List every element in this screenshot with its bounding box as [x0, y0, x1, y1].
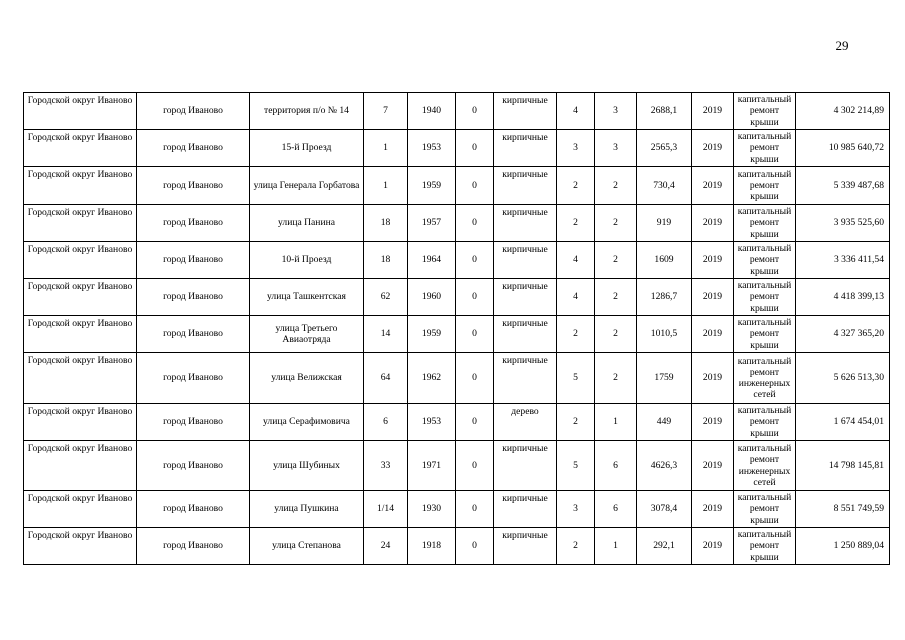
- street-cell: 10-й Проезд: [250, 242, 364, 279]
- house-number-cell: 33: [364, 441, 408, 491]
- year-built-cell: 1971: [408, 441, 456, 491]
- work-type-cell: капитальный ремонт крыши: [734, 316, 796, 353]
- wall-material-cell: кирпичные: [494, 242, 557, 279]
- street-cell: территория п/о № 14: [250, 93, 364, 130]
- zero-value-cell: 0: [456, 93, 494, 130]
- year-built-cell: 1953: [408, 404, 456, 441]
- district-cell: Городской округ Иваново: [24, 167, 137, 205]
- zero-value-cell: 0: [456, 167, 494, 205]
- wall-material-cell: кирпичные: [494, 491, 557, 528]
- floors-cell: 5: [557, 353, 595, 404]
- wall-material-cell: кирпичные: [494, 353, 557, 404]
- wall-material-cell: кирпичные: [494, 441, 557, 491]
- zero-value-cell: 0: [456, 528, 494, 565]
- cost-cell: 14 798 145,81: [796, 441, 890, 491]
- house-number-cell: 18: [364, 205, 408, 242]
- district-cell: Городской округ Иваново: [24, 130, 137, 167]
- district-cell: Городской округ Иваново: [24, 316, 137, 353]
- year-built-cell: 1960: [408, 279, 456, 316]
- cost-cell: 3 935 525,60: [796, 205, 890, 242]
- zero-value-cell: 0: [456, 441, 494, 491]
- city-cell: город Иваново: [137, 316, 250, 353]
- work-type-cell: капитальный ремонт крыши: [734, 528, 796, 565]
- district-cell: Городской округ Иваново: [24, 279, 137, 316]
- street-cell: улица Генерала Горбатова: [250, 167, 364, 205]
- area-cell: 1759: [637, 353, 692, 404]
- city-cell: город Иваново: [137, 93, 250, 130]
- wall-material-cell: кирпичные: [494, 279, 557, 316]
- year-built-cell: 1918: [408, 528, 456, 565]
- table-body: [24, 93, 890, 565]
- street-cell: улица Шубиных: [250, 441, 364, 491]
- city-cell: город Иваново: [137, 205, 250, 242]
- entrances-cell: 2: [595, 316, 637, 353]
- wall-material-cell: кирпичные: [494, 316, 557, 353]
- district-cell: Городской округ Иваново: [24, 404, 137, 441]
- table-row: [24, 491, 890, 528]
- house-number-cell: 1/14: [364, 491, 408, 528]
- floors-cell: 4: [557, 242, 595, 279]
- table-row: [24, 242, 890, 279]
- zero-value-cell: 0: [456, 404, 494, 441]
- zero-value-cell: 0: [456, 205, 494, 242]
- table-row: [24, 130, 890, 167]
- housing-repair-table: [23, 92, 890, 565]
- plan-year-cell: 2019: [692, 528, 734, 565]
- area-cell: 919: [637, 205, 692, 242]
- work-type-cell: капитальный ремонт инженерных сетей: [734, 441, 796, 491]
- table-row: [24, 404, 890, 441]
- cost-cell: 1 674 454,01: [796, 404, 890, 441]
- plan-year-cell: 2019: [692, 491, 734, 528]
- area-cell: 1286,7: [637, 279, 692, 316]
- district-cell: Городской округ Иваново: [24, 205, 137, 242]
- floors-cell: 2: [557, 404, 595, 441]
- city-cell: город Иваново: [137, 279, 250, 316]
- house-number-cell: 7: [364, 93, 408, 130]
- area-cell: 2565,3: [637, 130, 692, 167]
- city-cell: город Иваново: [137, 353, 250, 404]
- work-type-cell: капитальный ремонт крыши: [734, 93, 796, 130]
- city-cell: город Иваново: [137, 242, 250, 279]
- entrances-cell: 6: [595, 441, 637, 491]
- zero-value-cell: 0: [456, 279, 494, 316]
- entrances-cell: 3: [595, 93, 637, 130]
- entrances-cell: 1: [595, 404, 637, 441]
- plan-year-cell: 2019: [692, 279, 734, 316]
- street-cell: улица Велижская: [250, 353, 364, 404]
- plan-year-cell: 2019: [692, 404, 734, 441]
- entrances-cell: 6: [595, 491, 637, 528]
- year-built-cell: 1964: [408, 242, 456, 279]
- plan-year-cell: 2019: [692, 93, 734, 130]
- table-row: [24, 279, 890, 316]
- year-built-cell: 1953: [408, 130, 456, 167]
- wall-material-cell: кирпичные: [494, 130, 557, 167]
- work-type-cell: капитальный ремонт крыши: [734, 279, 796, 316]
- area-cell: 2688,1: [637, 93, 692, 130]
- area-cell: 730,4: [637, 167, 692, 205]
- table-row: [24, 205, 890, 242]
- cost-cell: 8 551 749,59: [796, 491, 890, 528]
- cost-cell: 5 626 513,30: [796, 353, 890, 404]
- table-row: [24, 93, 890, 130]
- floors-cell: 4: [557, 93, 595, 130]
- work-type-cell: капитальный ремонт крыши: [734, 205, 796, 242]
- floors-cell: 2: [557, 205, 595, 242]
- plan-year-cell: 2019: [692, 205, 734, 242]
- district-cell: Городской округ Иваново: [24, 491, 137, 528]
- cost-cell: 4 418 399,13: [796, 279, 890, 316]
- work-type-cell: капитальный ремонт крыши: [734, 167, 796, 205]
- entrances-cell: 2: [595, 279, 637, 316]
- wall-material-cell: кирпичные: [494, 528, 557, 565]
- city-cell: город Иваново: [137, 167, 250, 205]
- area-cell: 4626,3: [637, 441, 692, 491]
- zero-value-cell: 0: [456, 316, 494, 353]
- year-built-cell: 1940: [408, 93, 456, 130]
- work-type-cell: капитальный ремонт инженерных сетей: [734, 353, 796, 404]
- plan-year-cell: 2019: [692, 242, 734, 279]
- year-built-cell: 1962: [408, 353, 456, 404]
- floors-cell: 5: [557, 441, 595, 491]
- floors-cell: 2: [557, 528, 595, 565]
- floors-cell: 3: [557, 130, 595, 167]
- house-number-cell: 64: [364, 353, 408, 404]
- district-cell: Городской округ Иваново: [24, 242, 137, 279]
- page-number: 29: [835, 38, 849, 53]
- area-cell: 449: [637, 404, 692, 441]
- floors-cell: 3: [557, 491, 595, 528]
- year-built-cell: 1930: [408, 491, 456, 528]
- city-cell: город Иваново: [137, 404, 250, 441]
- zero-value-cell: 0: [456, 491, 494, 528]
- entrances-cell: 3: [595, 130, 637, 167]
- floors-cell: 4: [557, 279, 595, 316]
- cost-cell: 4 327 365,20: [796, 316, 890, 353]
- entrances-cell: 2: [595, 167, 637, 205]
- wall-material-cell: дерево: [494, 404, 557, 441]
- street-cell: улица Третьего Авиаотряда: [250, 316, 364, 353]
- cost-cell: 3 336 411,54: [796, 242, 890, 279]
- work-type-cell: капитальный ремонт крыши: [734, 404, 796, 441]
- plan-year-cell: 2019: [692, 441, 734, 491]
- table-row: [24, 528, 890, 565]
- house-number-cell: 24: [364, 528, 408, 565]
- table-row: [24, 167, 890, 205]
- floors-cell: 2: [557, 316, 595, 353]
- year-built-cell: 1957: [408, 205, 456, 242]
- work-type-cell: капитальный ремонт крыши: [734, 130, 796, 167]
- area-cell: 1010,5: [637, 316, 692, 353]
- entrances-cell: 1: [595, 528, 637, 565]
- area-cell: 1609: [637, 242, 692, 279]
- plan-year-cell: 2019: [692, 316, 734, 353]
- wall-material-cell: кирпичные: [494, 167, 557, 205]
- table-row: [24, 353, 890, 404]
- entrances-cell: 2: [595, 353, 637, 404]
- street-cell: улица Панина: [250, 205, 364, 242]
- city-cell: город Иваново: [137, 130, 250, 167]
- cost-cell: 10 985 640,72: [796, 130, 890, 167]
- plan-year-cell: 2019: [692, 167, 734, 205]
- street-cell: улица Ташкентская: [250, 279, 364, 316]
- wall-material-cell: кирпичные: [494, 93, 557, 130]
- district-cell: Городской округ Иваново: [24, 93, 137, 130]
- zero-value-cell: 0: [456, 353, 494, 404]
- city-cell: город Иваново: [137, 441, 250, 491]
- work-type-cell: капитальный ремонт крыши: [734, 242, 796, 279]
- entrances-cell: 2: [595, 205, 637, 242]
- floors-cell: 2: [557, 167, 595, 205]
- entrances-cell: 2: [595, 242, 637, 279]
- street-cell: улица Серафимовича: [250, 404, 364, 441]
- area-cell: 3078,4: [637, 491, 692, 528]
- street-cell: улица Пушкина: [250, 491, 364, 528]
- cost-cell: 4 302 214,89: [796, 93, 890, 130]
- table-row: [24, 316, 890, 353]
- zero-value-cell: 0: [456, 130, 494, 167]
- house-number-cell: 1: [364, 167, 408, 205]
- cost-cell: 5 339 487,68: [796, 167, 890, 205]
- house-number-cell: 1: [364, 130, 408, 167]
- district-cell: Городской округ Иваново: [24, 528, 137, 565]
- plan-year-cell: 2019: [692, 130, 734, 167]
- zero-value-cell: 0: [456, 242, 494, 279]
- street-cell: 15-й Проезд: [250, 130, 364, 167]
- year-built-cell: 1959: [408, 167, 456, 205]
- street-cell: улица Степанова: [250, 528, 364, 565]
- city-cell: город Иваново: [137, 528, 250, 565]
- year-built-cell: 1959: [408, 316, 456, 353]
- house-number-cell: 62: [364, 279, 408, 316]
- cost-cell: 1 250 889,04: [796, 528, 890, 565]
- house-number-cell: 14: [364, 316, 408, 353]
- district-cell: Городской округ Иваново: [24, 441, 137, 491]
- city-cell: город Иваново: [137, 491, 250, 528]
- house-number-cell: 6: [364, 404, 408, 441]
- plan-year-cell: 2019: [692, 353, 734, 404]
- table-row: [24, 441, 890, 491]
- wall-material-cell: кирпичные: [494, 205, 557, 242]
- area-cell: 292,1: [637, 528, 692, 565]
- work-type-cell: капитальный ремонт крыши: [734, 491, 796, 528]
- district-cell: Городской округ Иваново: [24, 353, 137, 404]
- house-number-cell: 18: [364, 242, 408, 279]
